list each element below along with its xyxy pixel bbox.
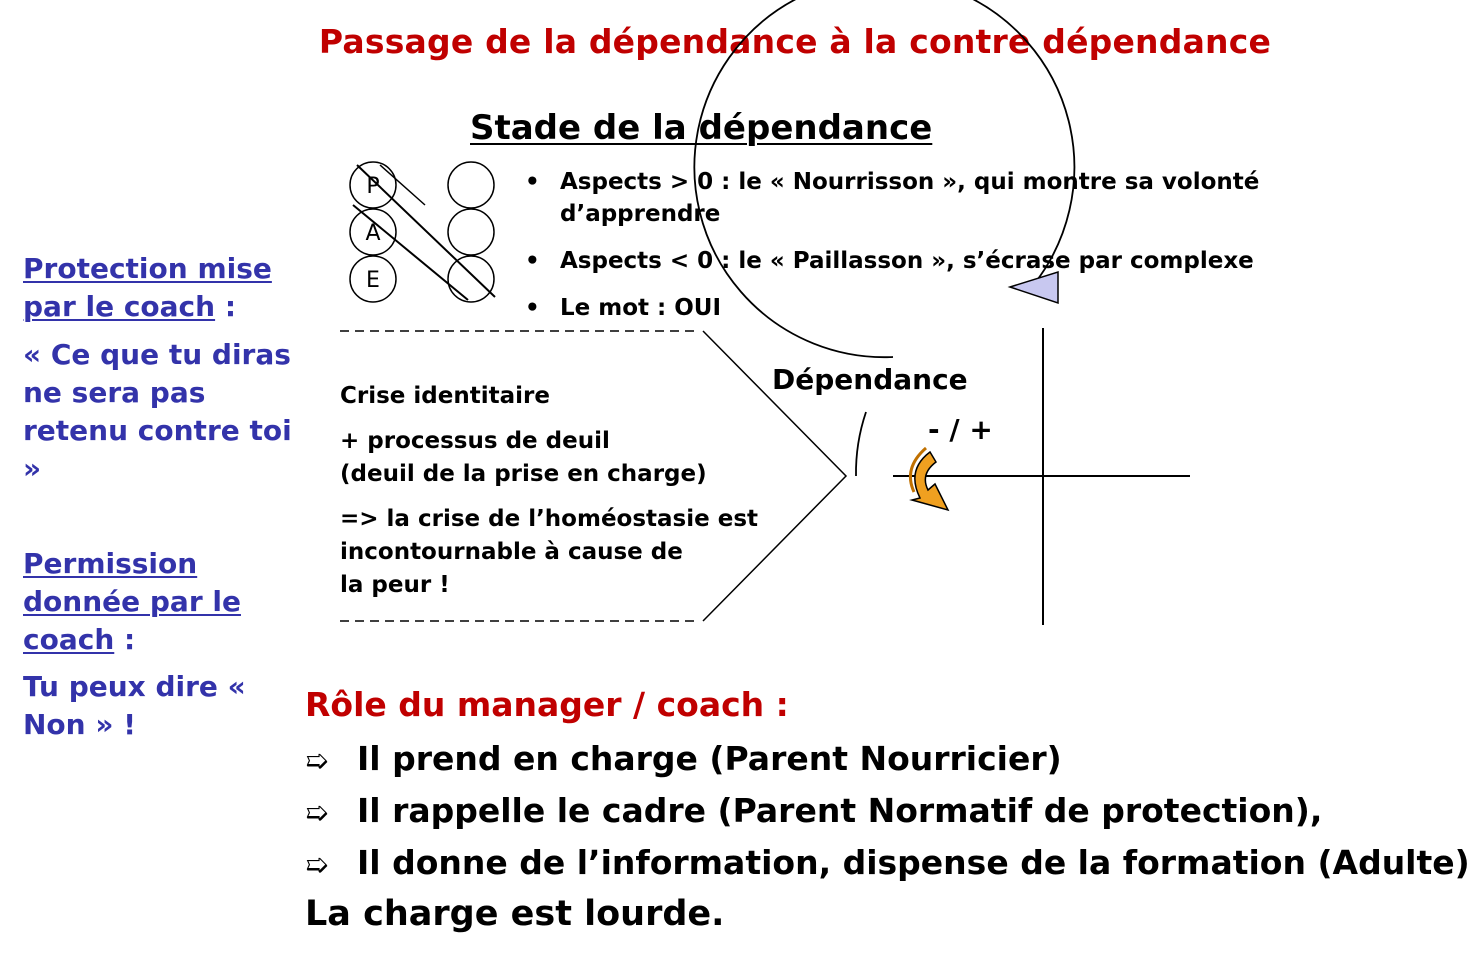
bullet-text: Le mot : OUI <box>560 295 722 321</box>
bullet-dot: • <box>525 248 540 274</box>
ego-state-p-right <box>448 162 494 208</box>
bullet-dot: • <box>525 295 540 321</box>
role-item <box>305 736 1470 788</box>
role-item <box>305 788 1470 840</box>
bullet-item <box>525 245 1325 277</box>
pac-letter-p: P <box>366 174 380 199</box>
bullet-text: Aspects < 0 : le « Paillasson », s’écrase par complexe <box>560 248 1254 274</box>
crisis-text <box>340 380 810 614</box>
bullet-list <box>525 166 1325 339</box>
bullet-text: Aspects > 0 : le « Nourrisson », qui montre sa volonté d’apprendre <box>560 169 1260 227</box>
bullet-item <box>525 166 1325 230</box>
permission-colon: : <box>114 623 136 656</box>
conclusion: La charge est lourde. <box>305 894 725 934</box>
role-item-text: Il rappelle le cadre (Parent Normatif de protection), <box>357 791 1323 830</box>
protection-colon: : <box>215 290 237 323</box>
permission-title: Permission donnée par le coach <box>23 547 241 656</box>
role-item-text: Il prend en charge (Parent Nourricier) <box>357 739 1062 778</box>
sign-label: - / + <box>928 413 993 446</box>
curved-arrow-icon <box>910 448 948 510</box>
role-title: Rôle du manager / coach : <box>305 685 789 724</box>
page-title: Passage de la dépendance à la contre dépendance <box>318 22 1272 61</box>
bullet-item <box>525 292 1325 324</box>
crisis-line-1: Crise identitaire <box>340 383 550 409</box>
bullet-dot: • <box>525 169 540 195</box>
stage-subtitle: Stade de la dépendance <box>470 108 933 148</box>
crisis-line-2: + processus de deuil (deuil de la prise en charge) <box>340 428 707 487</box>
ego-state-a-right <box>448 209 494 255</box>
pac-letter-a: A <box>365 221 381 246</box>
role-item <box>305 840 1470 892</box>
arrow-bullet-icon: ➯ <box>305 848 329 881</box>
circle-label: Dépendance <box>772 363 968 396</box>
role-list <box>305 736 1470 892</box>
permission-quote: Tu peux dire « Non » ! <box>23 670 246 741</box>
crisis-line-3: => la crise de l’homéostasie est incontournable à cause de la peur ! <box>340 506 759 598</box>
arrow-bullet-icon: ➯ <box>305 796 329 829</box>
pac-letter-e: E <box>366 268 380 293</box>
transaction-line-3 <box>380 165 425 205</box>
protection-quote: « Ce que tu diras ne sera pas retenu contre toi » <box>23 338 292 485</box>
role-item-text: Il donne de l’information, dispense de la formation (Adulte) <box>357 843 1470 882</box>
ego-state-e-right <box>448 256 494 302</box>
protection-title: Protection mise par le coach <box>23 252 272 323</box>
arrow-bullet-icon: ➯ <box>305 744 329 777</box>
dependance-circle-left-arc <box>856 412 866 476</box>
